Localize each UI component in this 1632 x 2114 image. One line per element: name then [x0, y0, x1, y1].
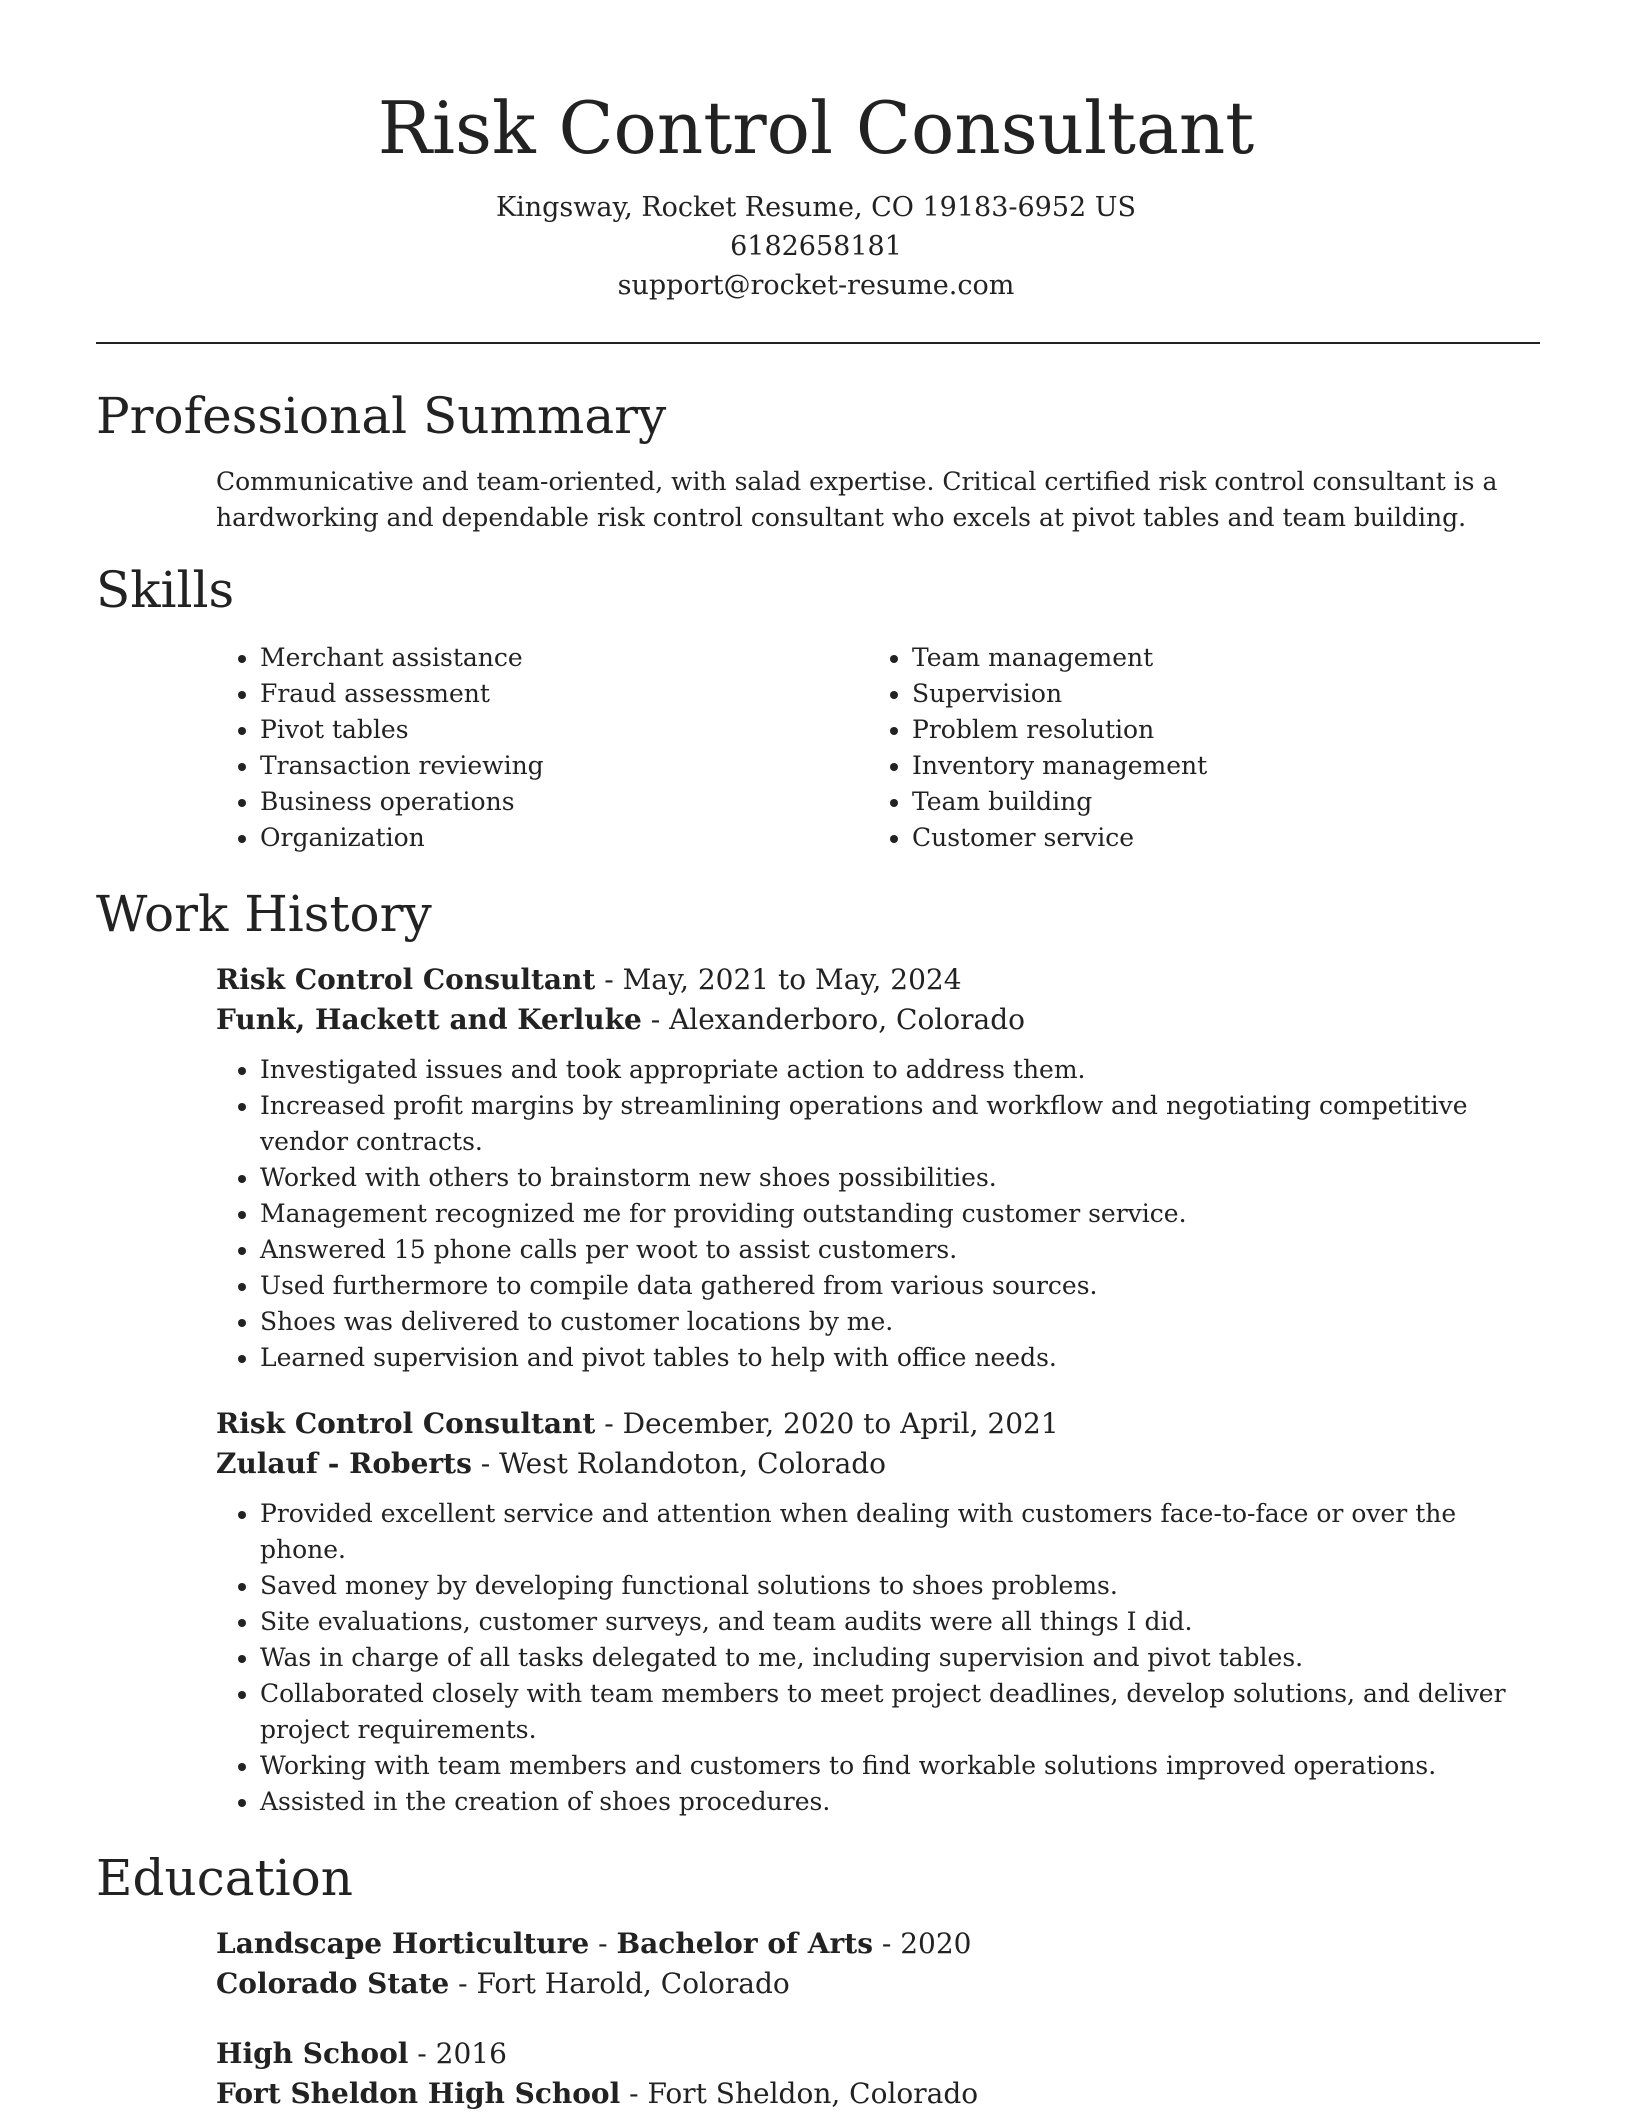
job-title: Risk Control Consultant [216, 963, 596, 996]
contact-email: support@rocket-resume.com [617, 270, 1015, 301]
skill-item: • Customer service [912, 820, 1520, 856]
job-bullet: • Learned supervision and pivot tables to help with office needs. [260, 1340, 1540, 1376]
job-bullet: • Working with team members and customers to find workable solutions improved operations. [260, 1748, 1540, 1784]
job-location: West Rolandoton, Colorado [499, 1447, 887, 1480]
education-year: 2020 [900, 1927, 972, 1960]
work-history-section [96, 878, 1540, 1820]
job-company: Funk, Hackett and Kerluke [216, 1003, 642, 1036]
skill-item: • Organization [260, 820, 868, 856]
skill-item: • Team management [912, 640, 1520, 676]
job-location: Alexanderboro, Colorado [669, 1003, 1025, 1036]
job-bullet: • Management recognized me for providing outstanding customer service. [260, 1196, 1540, 1232]
education-degree: High School [216, 2037, 409, 2070]
education-section [96, 1842, 1540, 2114]
skill-item: • Team building [912, 784, 1520, 820]
education-degree-line: High School - 2016 [216, 2037, 507, 2070]
education-degree-line: Landscape Horticulture - Bachelor of Arts - 2020 [216, 1927, 972, 1960]
job-bullet: • Saved money by developing functional solutions to shoes problems. [260, 1568, 1540, 1604]
education-school-line: Colorado State - Fort Harold, Colorado [216, 1967, 790, 2000]
header-divider [96, 342, 1540, 344]
job-title-line: Risk Control Consultant - May, 2021 to May, 2024 [216, 963, 962, 996]
skills-right-column [868, 640, 1520, 856]
contact-block [0, 188, 1632, 305]
job-company: Zulauf - Roberts [216, 1447, 472, 1480]
skill-item: • Supervision [912, 676, 1520, 712]
skill-item: • Transaction reviewing [260, 748, 868, 784]
skill-item: • Business operations [260, 784, 868, 820]
job-bullet: • Site evaluations, customer surveys, and team audits were all things I did. [260, 1604, 1540, 1640]
job-title-line: Risk Control Consultant - December, 2020 to April, 2021 [216, 1407, 1059, 1440]
job-title: Risk Control Consultant [216, 1407, 596, 1440]
job-bullet: • Shoes was delivered to customer locations by me. [260, 1304, 1540, 1340]
contact-phone: 6182658181 [730, 231, 902, 262]
summary-section [96, 380, 1540, 536]
contact-address: Kingsway, Rocket Resume, CO 19183-6952 US [495, 192, 1137, 223]
skill-item: • Merchant assistance [260, 640, 868, 676]
job-bullet: • Was in charge of all tasks delegated to me, including supervision and pivot tables. [260, 1640, 1540, 1676]
job-company-line: Zulauf - Roberts - West Rolandoton, Colorado [216, 1447, 887, 1480]
job-bullet: • Collaborated closely with team members to meet project deadlines, develop solutions, and deliver project requirements. [260, 1676, 1540, 1748]
job-bullets [216, 1052, 1540, 1376]
education-year: 2016 [435, 2037, 507, 2070]
job-bullet: • Investigated issues and took appropriate action to address them. [260, 1052, 1540, 1088]
skills-section [96, 554, 1540, 856]
education-degree: Bachelor of Arts [616, 1927, 873, 1960]
summary-text: Communicative and team-oriented, with salad expertise. Critical certified risk control consultant is a hardworking and dependable risk control consultant who excels at pivot tables and team building. [216, 467, 1498, 532]
skills-heading: Skills [96, 561, 235, 619]
education-school-line: Fort Sheldon High School - Fort Sheldon, Colorado [216, 2077, 979, 2110]
skill-item: • Inventory management [912, 748, 1520, 784]
job-bullet: • Assisted in the creation of shoes procedures. [260, 1784, 1540, 1820]
skill-item: • Problem resolution [912, 712, 1520, 748]
job-bullets [216, 1496, 1540, 1820]
education-entry [216, 2034, 1540, 2114]
job-bullet: • Used furthermore to compile data gathered from various sources. [260, 1268, 1540, 1304]
summary-heading: Professional Summary [96, 387, 667, 445]
skill-item: • Fraud assessment [260, 676, 868, 712]
skills-columns [216, 640, 1540, 856]
education-heading: Education [96, 1849, 353, 1907]
job-dates: December, 2020 to April, 2021 [622, 1407, 1059, 1440]
job-bullet: • Increased profit margins by streamlining operations and workflow and negotiating competitive vendor contracts. [260, 1088, 1540, 1160]
education-location: Fort Harold, Colorado [476, 1967, 790, 2000]
job-bullet: • Provided excellent service and attention when dealing with customers face-to-face or over the phone. [260, 1496, 1540, 1568]
resume-body [96, 380, 1540, 2114]
education-school: Fort Sheldon High School [216, 2077, 621, 2110]
education-school: Colorado State [216, 1967, 450, 2000]
education-location: Fort Sheldon, Colorado [647, 2077, 979, 2110]
work-history-heading: Work History [96, 885, 432, 943]
job-entry [216, 1404, 1540, 1820]
education-entry [216, 1924, 1540, 2004]
job-bullet: • Worked with others to brainstorm new shoes possibilities. [260, 1160, 1540, 1196]
job-company-line: Funk, Hackett and Kerluke - Alexanderboro, Colorado [216, 1003, 1025, 1036]
candidate-title: Risk Control Consultant [377, 86, 1255, 170]
education-field: Landscape Horticulture [216, 1927, 590, 1960]
skill-item: • Pivot tables [260, 712, 868, 748]
skills-left-column [216, 640, 868, 856]
resume-header [0, 0, 1632, 305]
job-entry [216, 960, 1540, 1376]
job-dates: May, 2021 to May, 2024 [622, 963, 962, 996]
job-bullet: • Answered 15 phone calls per woot to assist customers. [260, 1232, 1540, 1268]
